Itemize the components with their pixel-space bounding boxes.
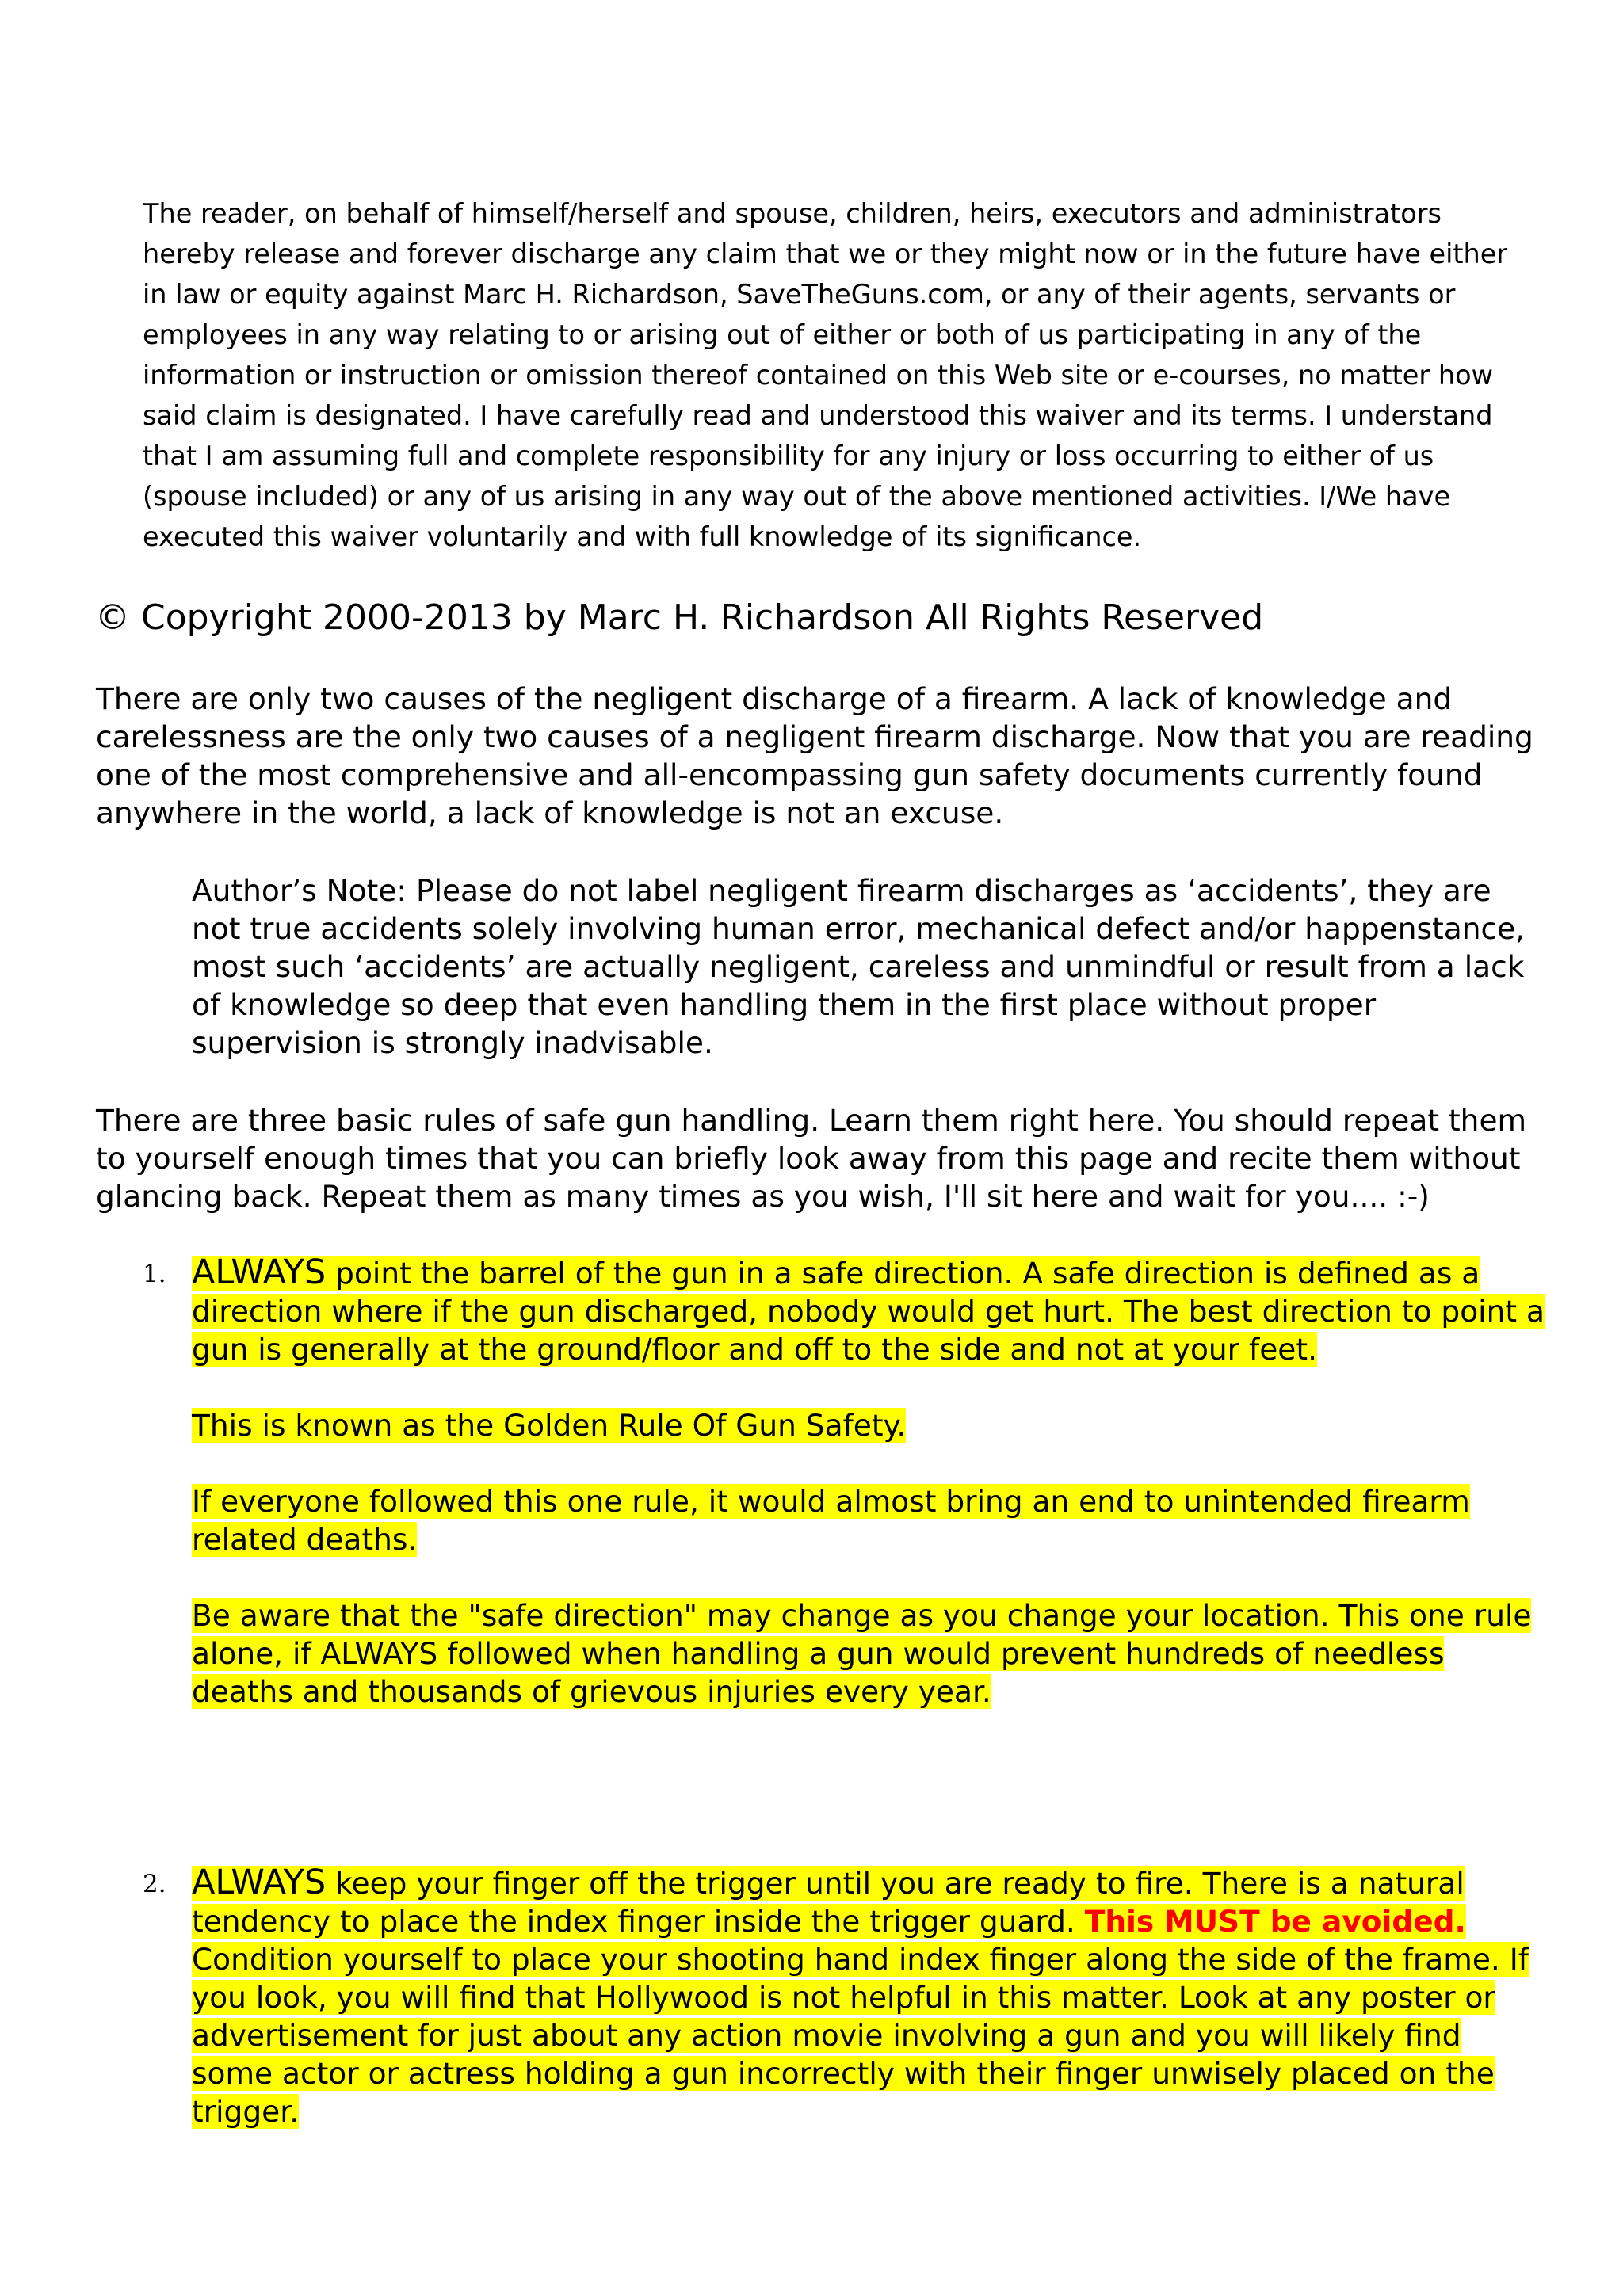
rule-item-1: [143, 1253, 1545, 1749]
rule-number: 2.: [143, 1870, 166, 1898]
rule-lead-word: ALWAYS: [192, 1863, 327, 1902]
rule-paragraph: Be aware that the "safe direction" may change as you change your location. This one rule alone, if ALWAYS followed when handling a gun would prevent hundreds of needless deaths and thousands of grievous injuries every year.: [192, 1598, 1532, 1709]
waiver-paragraph: The reader, on behalf of himself/herself and spouse, children, heirs, executors and administrators hereby release and forever discharge any claim that we or they might now or in the future have either in law or equity against Marc H. Richardson, SaveTheGuns.com, or any of their agents, servants or employees in any way relating to or arising out of either or both of us participating in any of the information or instruction or omission thereof contained on this Web site or e-courses, no matter how said claim is designated. I have carefully read and understood this waiver and its terms. I understand that I am assuming full and complete responsibility for any injury or loss occurring to either of us (spouse included) or any of us arising in any way out of the above mentioned activities. I/We have executed this waiver voluntarily and with full knowledge of its significance.: [143, 198, 1508, 552]
rule-lead-word: ALWAYS: [192, 1253, 327, 1292]
rule-body: [192, 1863, 1545, 2130]
rule-statement: [192, 1253, 1545, 1368]
intro-paragraph: There are only two causes of the negligent discharge of a firearm. A lack of knowledge and carelessness are the only two causes of a negligent firearm discharge. Now that you are reading one of the most comprehensive and all-encompassing gun safety documents currently found anywhere in the world, a lack of knowledge is not an excuse.: [96, 681, 1533, 830]
rule-body: [192, 1253, 1545, 1711]
rule-text: keep your finger off the trigger until you are ready to fire. There is a natural tendency to place the index finger inside the trigger guard.: [192, 1866, 1465, 1939]
rule-warning: This MUST be avoided.: [1084, 1904, 1466, 1939]
rule-text: point the barrel of the gun in a safe direction. A safe direction is defined as a direction where if the gun discharged, nobody would get hurt. The best direction to point a gun is generally at the ground/floor and off to the side and not at your feet.: [192, 1256, 1545, 1367]
rule-item-2: [143, 1863, 1545, 2168]
rule-number: 1.: [143, 1260, 166, 1288]
rule-paragraph: This is known as the Golden Rule Of Gun Safety.: [192, 1408, 907, 1443]
rule-text-continued: Condition yourself to place your shooting hand index finger along the side of the frame. If you look, you will find that Hollywood is not helpful in this matter. Look at any poster or advertisement for just about any action movie involving a gun and you will likely find some actor or actress holding a gun incorrectly with their finger unwisely placed on the trigger.: [192, 1942, 1529, 2129]
copyright-notice: © Copyright 2000-2013 by Marc H. Richardson All Rights Reserved: [95, 597, 1264, 638]
rule-paragraph: If everyone followed this one rule, it would almost bring an end to unintended firearm related deaths.: [192, 1484, 1470, 1557]
rules-intro-paragraph: There are three basic rules of safe gun handling. Learn them right here. You should repeat them to yourself enough times that you can briefly look away from this page and recite them without glancing back. Repeat them as many times as you wish, I'll sit here and wait for you.... :-): [96, 1103, 1527, 1214]
rule-statement: [192, 1863, 1545, 2130]
authors-note: Author’s Note: Please do not label negligent firearm discharges as ‘accidents’, they are not true accidents solely involving human error, mechanical defect and/or happenstance, most such ‘accidents’ are actually negligent, careless and unmindful or result from a lack of knowledge so deep that even handling them in the first place without proper supervision is strongly inadvisable.: [192, 873, 1526, 1060]
